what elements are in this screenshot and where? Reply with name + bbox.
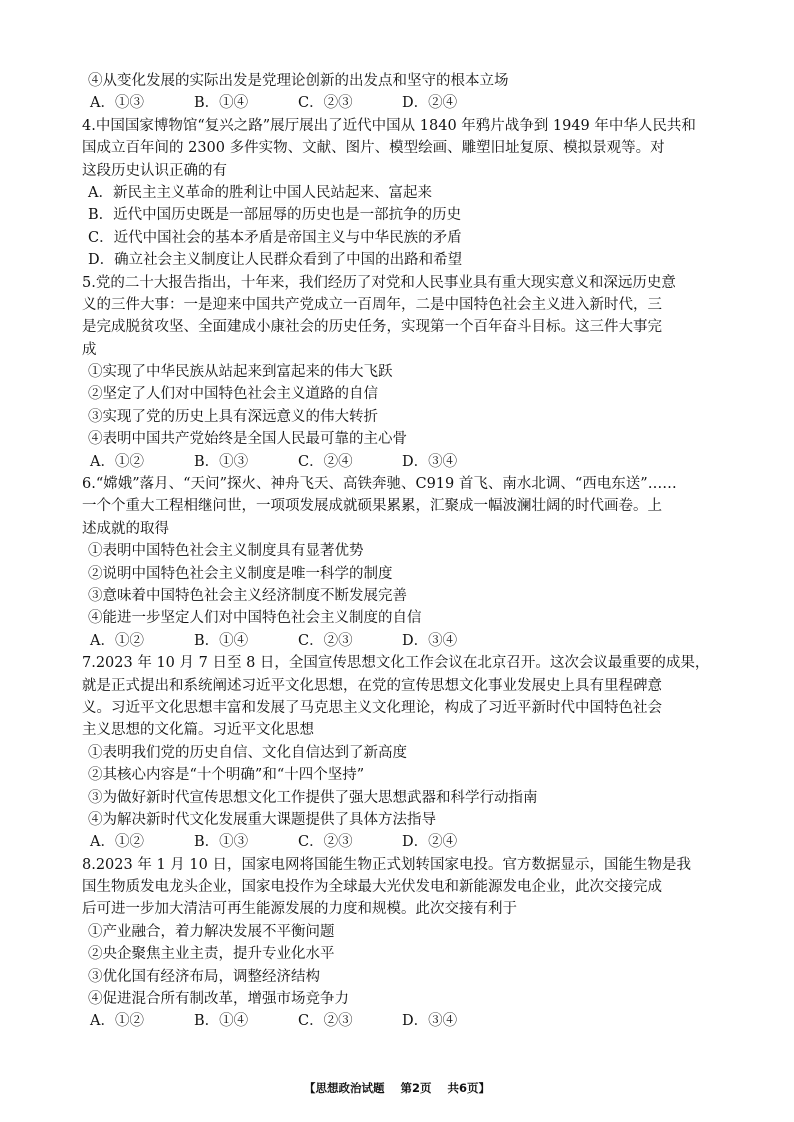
q6-answer-d[interactable]: D．③④ — [402, 632, 458, 649]
footer-subject: 【思想政治试题 — [303, 1081, 385, 1095]
q6-stem-line: 6.“嫦娥”落月、“天问”探火、神舟飞天、高铁奔驰、C919 首飞、南水北调、“西电东送”…… — [82, 476, 677, 493]
q3-answer-a[interactable]: A．①③ — [90, 95, 144, 112]
q7-stem-line: 就是正式提出和系统阐述习近平文化思想，在党的宣传思想文化事业发展史上具有里程碑意 — [82, 677, 662, 694]
q8-stem-line: 8.2023 年 1 月 10 日，国家电网将国能生物正式划转国家电投。官方数据显示，国能生物是我 — [82, 856, 691, 873]
q4-choice-c[interactable]: C．近代中国社会的基本矛盾是帝国主义与中华民族的矛盾 — [88, 229, 462, 246]
q5-statement-2: ②坚定了人们对中国特色社会主义道路的自信 — [88, 386, 378, 403]
q3-option-4: ④从变化发展的实际出发是党理论创新的出发点和坚守的根本立场 — [88, 73, 509, 89]
q5-answer-a[interactable]: A．①② — [90, 453, 144, 470]
q7-stem-line: 7.2023 年 10 月 7 日至 8 日，全国宣传思想文化工作会议在北京召开。这次会议最重要的成果， — [82, 655, 710, 672]
q8-answer-c[interactable]: C．②③ — [298, 1013, 353, 1030]
q7-stem-line: 义。习近平文化思想丰富和发展了马克思主义文化理论，构成了习近平新时代中国特色社会 — [82, 699, 662, 716]
q7-statement-4: ④为解决新时代文化发展重大课题提供了具体方法指导 — [88, 811, 436, 828]
q4-stem-line: 国成立百年间的 2300 多件实物、文献、图片、模型绘画、雕塑旧址复原、模拟景观等。对 — [82, 140, 665, 157]
q3-answers — [82, 92, 732, 114]
q4-choice-b[interactable]: B．近代中国历史既是一部屈辱的历史也是一部抗争的历史 — [88, 207, 462, 224]
q3-answer-b[interactable]: B．①④ — [194, 95, 249, 112]
q5-stem-line: 5.党的二十大报告指出，十年来，我们经历了对党和人民事业具有重大现实意义和深远历史意 — [82, 274, 676, 291]
question-8 — [82, 854, 732, 1033]
q5-answer-c[interactable]: C．②④ — [298, 453, 353, 470]
q6-answer-c[interactable]: C．②③ — [298, 632, 353, 649]
q6-answer-a[interactable]: A．①② — [90, 632, 144, 649]
q7-answer-b[interactable]: B．①③ — [194, 834, 249, 851]
q5-statement-3: ③实现了党的历史上具有深远意义的伟大转折 — [88, 408, 378, 425]
q7-answer-a[interactable]: A．①② — [90, 834, 144, 851]
footer-page-number: 第2页 — [400, 1081, 432, 1095]
q7-answer-d[interactable]: D．②④ — [402, 834, 458, 851]
question-6 — [82, 473, 732, 652]
footer-total-pages: 共6页】 — [447, 1081, 491, 1095]
q8-answers — [82, 1010, 732, 1032]
q8-answer-a[interactable]: A．①② — [90, 1013, 144, 1030]
exam-page — [82, 70, 732, 1033]
q5-stem-line: 义的三件大事：一是迎来中国共产党成立一百周年，二是中国特色社会主义进入新时代，三 — [82, 296, 662, 313]
q7-answer-c[interactable]: C．②③ — [298, 834, 353, 851]
q6-stem-line: 一个个重大工程相继问世，一项项发展成就硕果累累，汇聚成一幅波澜壮阔的时代画卷。上 — [82, 498, 662, 515]
q5-stem-line: 是完成脱贫攻坚、全面建成小康社会的历史任务，实现第一个百年奋斗目标。这三件大事完 — [82, 319, 662, 336]
q5-answers — [82, 451, 732, 473]
q7-statement-3: ③为做好新时代宣传思想文化工作提供了强大思想武器和科学行动指南 — [88, 789, 538, 806]
q6-answers — [82, 630, 732, 652]
q5-stem-line: 成 — [82, 341, 97, 358]
page-footer — [0, 1080, 794, 1096]
q3-answer-c[interactable]: C．②③ — [298, 95, 353, 112]
q7-stem-line: 主义思想的文化篇。习近平文化思想 — [82, 722, 314, 739]
q6-statement-3: ③意味着中国特色社会主义经济制度不断发展完善 — [88, 587, 407, 604]
q5-statement-1: ①实现了中华民族从站起来到富起来的伟大飞跃 — [88, 364, 393, 381]
q3-answer-d[interactable]: D．②④ — [402, 95, 458, 112]
q5-answer-b[interactable]: B．①③ — [194, 453, 249, 470]
q8-stem-line: 国生物质发电龙头企业，国家电投作为全球最大光伏发电和新能源发电企业，此次交接完成 — [82, 879, 662, 896]
q6-statement-4: ④能进一步坚定人们对中国特色社会主义制度的自信 — [88, 610, 422, 627]
question-7 — [82, 652, 732, 854]
q6-statement-2: ②说明中国特色社会主义制度是唯一科学的制度 — [88, 565, 393, 582]
q6-answer-b[interactable]: B．①④ — [194, 632, 249, 649]
q8-statement-2: ②央企聚焦主业主责，提升专业化水平 — [88, 946, 335, 963]
q5-statement-4: ④表明中国共产党始终是全国人民最可靠的主心骨 — [88, 431, 407, 448]
q5-answer-d[interactable]: D．③④ — [402, 453, 458, 470]
q4-choice-a[interactable]: A．新民主主义革命的胜利让中国人民站起来、富起来 — [88, 184, 432, 201]
q8-statement-4: ④促进混合所有制改革，增强市场竞争力 — [88, 991, 349, 1008]
q8-answer-d[interactable]: D．③④ — [402, 1013, 458, 1030]
question-4 — [82, 115, 732, 272]
q4-choice-d[interactable]: D．确立社会主义制度让人民群众看到了中国的出路和希望 — [88, 252, 463, 269]
q8-statement-1: ①产业融合，着力解决发展不平衡问题 — [88, 923, 335, 940]
q8-answer-b[interactable]: B．①④ — [194, 1013, 249, 1030]
q6-statement-1: ①表明中国特色社会主义制度具有显著优势 — [88, 543, 364, 560]
q8-stem-line: 后可进一步加大清洁可再生能源发展的力度和规模。此次交接有利于 — [82, 901, 517, 918]
question-5 — [82, 272, 732, 474]
q8-statement-3: ③优化国有经济布局，调整经济结构 — [88, 968, 320, 985]
q4-stem-line: 4.中国国家博物馆“复兴之路”展厅展出了近代中国从 1840 年鸦片战争到 1949 年中华人民共和 — [82, 117, 696, 134]
q4-stem-line: 这段历史认识正确的有 — [82, 162, 227, 179]
q7-statement-2: ②其核心内容是“十个明确”和“十四个坚持” — [88, 767, 365, 784]
q7-answers — [82, 831, 732, 853]
q7-statement-1: ①表明我们党的历史自信、文化自信达到了新高度 — [88, 744, 407, 761]
q6-stem-line: 述成就的取得 — [82, 520, 169, 537]
